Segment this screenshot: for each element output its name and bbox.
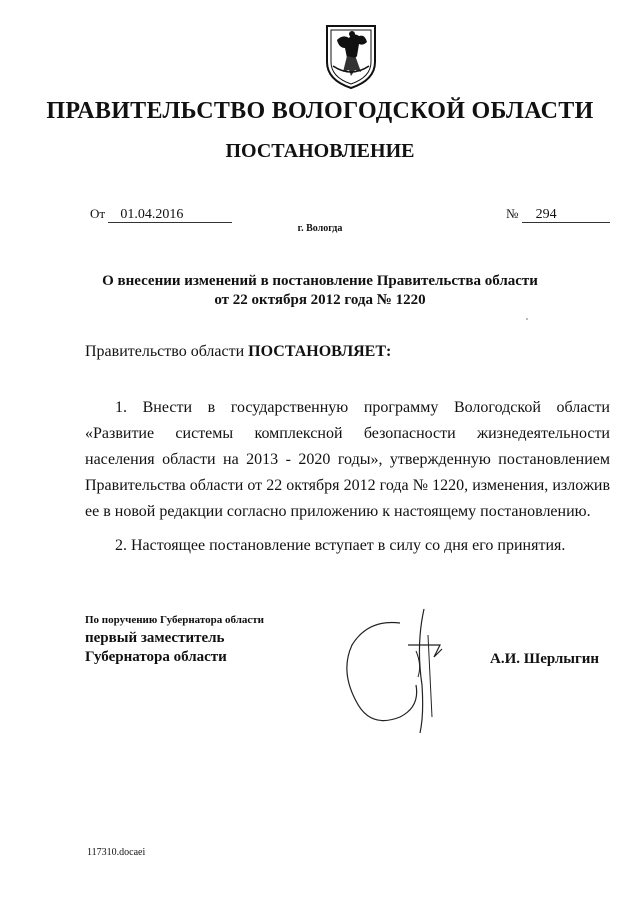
position-line-1: первый заместитель bbox=[85, 630, 225, 646]
date-value: 01.04.2016 bbox=[108, 208, 232, 223]
vologda-coat-of-arms-icon bbox=[323, 22, 379, 90]
signer-name: А.И. Шерлыгин bbox=[490, 651, 600, 667]
date-prefix: От bbox=[90, 206, 106, 221]
position-line-2: Губернатора области bbox=[85, 649, 227, 665]
government-name: ПРАВИТЕЛЬСТВО ВОЛОГОДСКОЙ ОБЛАСТИ bbox=[46, 98, 594, 124]
document-date bbox=[90, 206, 232, 223]
subject-line-1: О внесении изменений в постановление Правительства области bbox=[102, 273, 538, 289]
number-value: 294 bbox=[522, 208, 610, 223]
subject-line-2: от 22 октября 2012 года № 1220 bbox=[214, 292, 426, 308]
clause-2: 2. Настоящее постановление вступает в силу со дня его принятия. bbox=[115, 537, 566, 554]
signatory-block bbox=[85, 614, 264, 667]
document-number bbox=[506, 206, 610, 223]
clause-1: 1. Внести в государственную программу Вологодской области «Развитие системы комплексной безопасности жизнедеятельности населения области на 2013 - 2020 годы», утвержденную постановлением Правительства области от 22 октября 2012 года № 1220, изменения, изложив ее в новой редакции согласно приложению к настоящему постановлению. bbox=[85, 399, 610, 520]
city: г. Вологда bbox=[297, 223, 343, 234]
file-code: 117310.docaei bbox=[87, 847, 146, 858]
authority-line: По поручению Губернатора области bbox=[85, 614, 265, 626]
handwritten-signature bbox=[338, 605, 456, 735]
document-subject bbox=[80, 272, 560, 310]
preamble-resolves: ПОСТАНОВЛЯЕТ: bbox=[248, 343, 392, 360]
number-prefix: № bbox=[506, 206, 519, 221]
preamble bbox=[85, 343, 391, 361]
scan-speck bbox=[526, 318, 528, 320]
preamble-lead: Правительство области bbox=[85, 343, 249, 360]
document-type: ПОСТАНОВЛЕНИЕ bbox=[225, 140, 415, 162]
clauses bbox=[85, 395, 610, 559]
